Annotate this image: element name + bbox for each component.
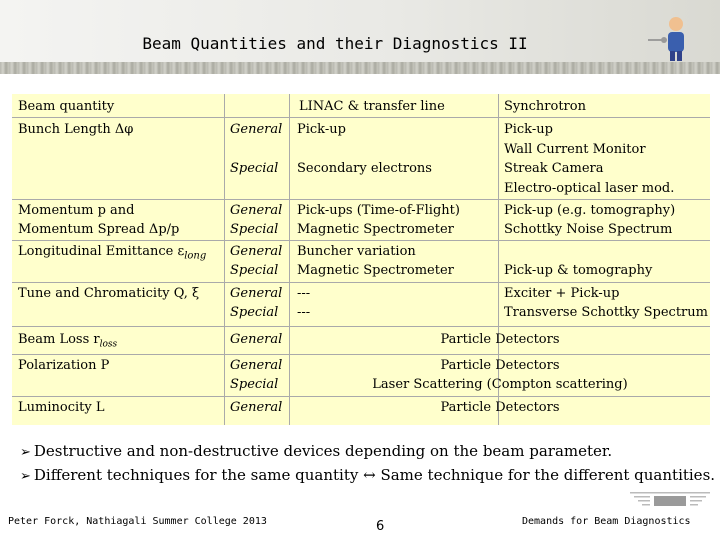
row-emittance-special: Special xyxy=(230,263,279,278)
row-luminosity-name: Luminocity L xyxy=(18,400,105,415)
arrow-right-icon: ➢ xyxy=(20,469,31,484)
bullet-item xyxy=(20,464,715,488)
row-bunch-length-sync-3: Streak Camera xyxy=(504,161,604,176)
row-emittance-linac-general: Buncher variation xyxy=(297,244,416,259)
grid-line xyxy=(12,282,710,283)
row-bunch-length-sync-4: Electro-optical laser mod. xyxy=(504,180,675,196)
header-linac: LINAC & transfer line xyxy=(299,99,445,114)
row-momentum-linac-general: Pick-ups (Time-of-Flight) xyxy=(297,203,460,218)
row-beam-loss-name-text: Beam Loss r xyxy=(18,332,100,347)
row-bunch-length-special: Special xyxy=(230,161,279,176)
row-beam-loss-detector: Particle Detectors xyxy=(440,332,560,347)
row-polarization-name: Polarization P xyxy=(18,358,110,373)
row-momentum-name-2: Momentum Spread Δp/p xyxy=(18,222,180,237)
row-beam-loss-name-subscript: loss xyxy=(99,339,118,350)
grid-line xyxy=(12,396,710,397)
row-bunch-length-name: Bunch Length Δφ xyxy=(18,122,134,137)
footer-author: Peter Forck, Nathiagali Summer College 2013 xyxy=(8,516,267,527)
row-tune-name: Tune and Chromaticity Q, ξ xyxy=(18,286,200,301)
row-momentum-general: General xyxy=(230,203,283,218)
row-momentum-name-1: Momentum p and xyxy=(18,203,135,218)
row-momentum-sync-general: Pick-up (e.g. tomography) xyxy=(504,203,676,218)
row-bunch-length-sync-1: Pick-up xyxy=(504,122,553,137)
bullet-text: Different techniques for the same quantity ↔ Same technique for the different quantities. xyxy=(33,466,716,484)
row-emittance-name-text: Longitudinal Emittance ε xyxy=(18,244,185,259)
row-emittance-linac-special: Magnetic Spectrometer xyxy=(297,263,454,278)
gsi-logo xyxy=(630,486,710,514)
row-tune-linac-general: --- xyxy=(297,286,311,301)
row-emittance-name-subscript: long xyxy=(184,250,207,262)
scientist-figure-icon xyxy=(646,14,696,62)
header-beam-quantity: Beam quantity xyxy=(18,99,115,114)
grid-line xyxy=(12,326,710,327)
row-tune-sync-special: Transverse Schottky Spectrum xyxy=(504,305,708,320)
row-momentum-special: Special xyxy=(230,222,279,237)
row-polarization-special: Special xyxy=(230,377,279,392)
row-beam-loss-general: General xyxy=(230,332,283,347)
row-bunch-length-general: General xyxy=(230,122,283,137)
header-synchrotron: Synchrotron xyxy=(504,99,586,114)
row-bunch-length-linac-general: Pick-up xyxy=(297,122,346,137)
grid-line xyxy=(12,199,710,200)
grid-line xyxy=(224,94,225,425)
page-number: 6 xyxy=(376,519,385,534)
bullet-item xyxy=(20,440,715,464)
grid-line xyxy=(12,117,710,118)
row-tune-sync-general: Exciter + Pick-up xyxy=(504,286,620,301)
row-emittance-general: General xyxy=(230,244,283,259)
row-tune-linac-special: --- xyxy=(297,305,311,320)
row-polarization-detector-general: Particle Detectors xyxy=(440,358,560,373)
row-momentum-sync-special: Schottky Noise Spectrum xyxy=(504,222,673,237)
row-tune-general: General xyxy=(230,286,283,301)
bullet-text: Destructive and non-destructive devices depending on the beam parameter. xyxy=(33,442,613,460)
row-emittance-sync-special: Pick-up & tomography xyxy=(504,263,653,278)
row-momentum-linac-special: Magnetic Spectrometer xyxy=(297,222,454,237)
row-luminosity-general: General xyxy=(230,400,283,415)
row-bunch-length-sync-2: Wall Current Monitor xyxy=(504,141,646,157)
row-luminosity-detector: Particle Detectors xyxy=(440,400,560,415)
row-tune-special: Special xyxy=(230,305,279,320)
row-bunch-length-linac-special: Secondary electrons xyxy=(297,161,432,176)
footer-topic: Demands for Beam Diagnostics xyxy=(522,516,691,527)
bullet-list xyxy=(20,440,715,488)
row-polarization-detector-special: Laser Scattering (Compton scattering) xyxy=(372,377,628,392)
arrow-right-icon: ➢ xyxy=(20,445,31,460)
slide-title: Beam Quantities and their Diagnostics II xyxy=(142,34,528,53)
header-decorative-strip xyxy=(0,62,720,74)
row-emittance-name xyxy=(18,242,206,266)
row-polarization-general: General xyxy=(230,358,283,373)
row-beam-loss-name xyxy=(18,330,117,355)
grid-line xyxy=(12,240,710,241)
